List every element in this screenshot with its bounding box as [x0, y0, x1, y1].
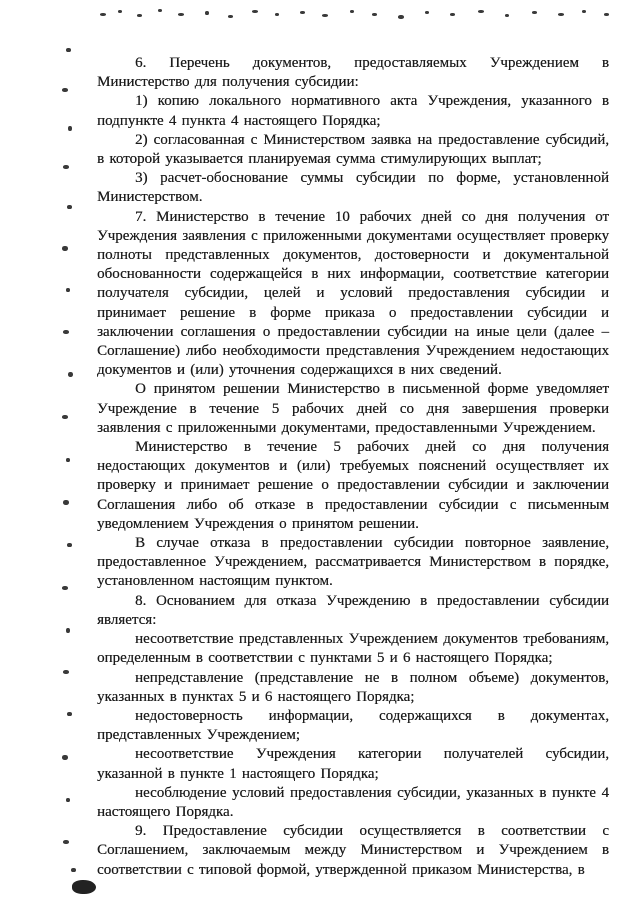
scan-speck [62, 586, 68, 590]
scan-speck [63, 330, 69, 334]
scan-speck [505, 14, 509, 17]
paragraph-subitem-2: 2) согласованная с Министерством заявка на предоставление субсидий, в которой указывается планируемая сумма стимулирующих выплат; [97, 131, 609, 168]
scan-speck [67, 543, 72, 547]
scan-speck [252, 10, 258, 13]
paragraph-item-8-reason-1: несоответствие представленных Учреждением документов требованиям, определенным в соответствии с пунктами 5 и 6 настоящего Порядка; [97, 631, 609, 667]
scan-speck [66, 458, 70, 462]
scan-speck [478, 10, 484, 13]
scan-speck [604, 13, 609, 16]
scan-speck [63, 840, 69, 844]
scan-speck [322, 14, 328, 17]
scan-speck [275, 13, 279, 16]
scan-speck [68, 126, 72, 131]
document-body [97, 54, 609, 880]
paragraph-subitem-3: 3) расчет-обоснование суммы субсидии по форме, установленной Министерством. [97, 170, 609, 206]
scan-speck [158, 9, 162, 12]
paragraph-item-7: 7. Министерство в течение 10 рабочих дней со дня получения от Учреждения заявления с приложенными документами осуществляет проверку полноты представленных документов, достоверности и документальной обоснованности содержащейся в них информации, соответствие категории получателя субсидии, целей и условий предоставления субсидии и принимает решение в форме приказа о предоставлении субсидии и заключении соглашения о предоставлении субсидии на иные цели (далее – Соглашение) либо необходимости представления Учреждением недостающих документов и (или) уточнения содержащихся в них сведений. [97, 208, 609, 379]
scan-speck [62, 88, 68, 92]
scan-speck [66, 288, 70, 292]
paragraph-item-8-reason-3: недостоверность информации, содержащихся в документах, представленных Учреждением; [97, 707, 609, 744]
scan-speck [66, 628, 70, 633]
scan-speck [63, 165, 69, 169]
scan-speck [372, 13, 377, 16]
scan-speck [398, 15, 404, 19]
scan-speck [558, 13, 564, 16]
paragraph-subitem-1: 1) копию локального нормативного акта Учреждения, указанного в подпункте 4 пункта 4 настоящего Порядка; [97, 93, 609, 129]
scan-speck [205, 11, 209, 15]
scan-speck [67, 712, 72, 716]
scan-speck [63, 670, 69, 674]
paragraph-item-7-note-3: В случае отказа в предоставлении субсидии повторное заявление, предоставленное Учреждением, рассматривается Министерством в порядке, установленном настоящим пунктом. [97, 535, 609, 590]
scan-speck [66, 48, 71, 52]
paragraph-item-7-note-2: Министерство в течение 5 рабочих дней со дня получения недостающих документов и (или) требуемых пояснений осуществляет их проверку и принимает решение о предоставлении субсидии и заключении Соглашения либо об отказе в предоставлении субсидии с письменным уведомлением Учреждения о принятом решении. [97, 439, 609, 532]
scan-speck [63, 500, 69, 505]
scan-speck [118, 10, 122, 13]
scan-blob [72, 880, 96, 894]
scan-speck [71, 868, 76, 872]
scan-speck [178, 13, 184, 16]
scan-speck [300, 11, 305, 14]
paragraph-item-8-reason-4: несоответствие Учреждения категории получателей субсидии, указанной в пункте 1 настоящего Порядка; [97, 746, 609, 782]
paragraph-item-8-reason-5: несоблюдение условий предоставления субсидии, указанных в пункте 4 настоящего Порядка. [97, 784, 609, 820]
scan-speck [582, 10, 586, 13]
scan-speck [62, 415, 68, 419]
paragraph-item-6-heading: 6. Перечень документов, предоставляемых Учреждением в Министерство для получения субсидии: [97, 55, 609, 91]
scan-speck [450, 13, 455, 16]
paragraph-item-9: 9. Предоставление субсидии осуществляется в соответствии с Соглашением, заключаемым между Министерством и Учреждением в соответствии с типовой формой, утвержденной приказом Министерства, в [97, 823, 609, 878]
scan-speck [100, 13, 106, 16]
scan-speck [228, 15, 233, 18]
paragraph-item-8-heading: 8. Основанием для отказа Учреждению в предоставлении субсидии является: [97, 592, 609, 628]
scan-speck [62, 755, 68, 760]
scan-speck [532, 11, 537, 14]
scan-speck [62, 246, 68, 251]
paragraph-item-7-note-1: О принятом решении Министерство в письменной форме уведомляет Учреждение в течение 5 рабочих дней со дня завершения проверки заявления с приложенными документами, предоставленными Учреждением. [97, 381, 609, 436]
scan-speck [66, 798, 70, 802]
scan-speck [68, 372, 73, 377]
scan-speck [67, 205, 72, 209]
scan-speck [137, 14, 142, 17]
scan-speck [350, 10, 354, 13]
paragraph-item-8-reason-2: непредставление (представление не в полном объеме) документов, указанных в пунктах 5 и 6 настоящего Порядка; [97, 669, 609, 705]
scan-speck [425, 11, 429, 14]
